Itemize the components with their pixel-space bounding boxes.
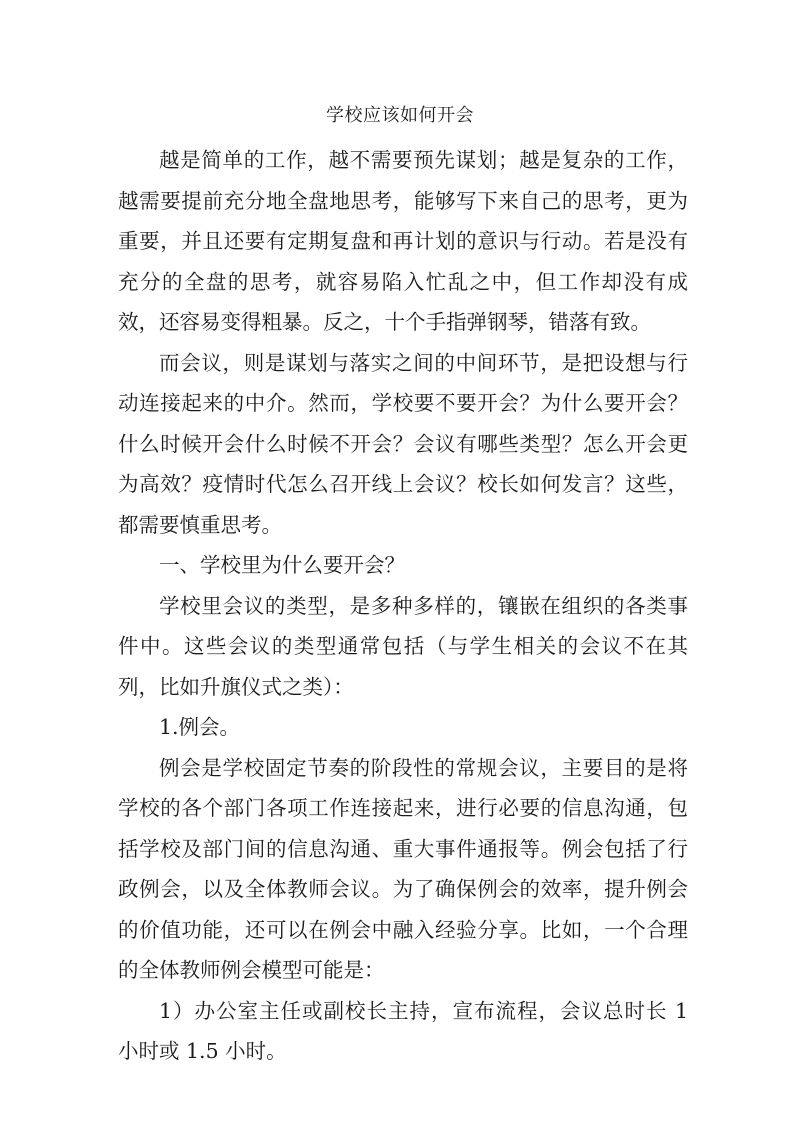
document-body — [118, 140, 688, 1072]
document-title: 学校应该如何开会 — [326, 105, 474, 126]
paragraph-2: 而会议，则是谋划与落实之间的中间环节，是把设想与行动连接起来的中介。然而，学校要不要开会？为什么要开会？什么时候开会什么时候不开会？会议有哪些类型？怎么开会更为高效？疫情时代怎么召开线上会议？校长如何发言？这些，都需要慎重思考。 — [118, 350, 688, 537]
subheading-regular-meeting: 1.例会。 — [159, 715, 241, 739]
paragraph-4: 例会是学校固定节奏的阶段性的常规会议，主要目的是将学校的各个部门各项工作连接起来，进行必要的信息沟通，包括学校及部门间的信息沟通、重大事件通报等。例会包括了行政例会，以及全体教师会议。为了确保例会的效率，提升例会的价值功能，还可以在例会中融入经验分享。比如，一个合理的全体教师例会模型可能是： — [118, 755, 688, 982]
section-heading: 一、学校里为什么要开会？ — [159, 553, 405, 577]
list-item-1: 1）办公室主任或副校长主持，宣布流程，会议总时长 1 小时或 1.5 小时。 — [118, 998, 688, 1063]
paragraph-3: 学校里会议的类型，是多种多样的，镶嵌在组织的各类事件中。这些会议的类型通常包括（与学生相关的会议不在其列，比如升旗仪式之类）： — [118, 593, 688, 699]
paragraph-1: 越是简单的工作，越不需要预先谋划；越是复杂的工作，越需要提前充分地全盘地思考，能够写下来自己的思考，更为重要，并且还要有定期复盘和再计划的意识与行动。若是没有充分的全盘的思考，就容易陷入忙乱之中，但工作却没有成效，还容易变得粗暴。反之，十个手指弹钢琴，错落有致。 — [118, 148, 688, 334]
